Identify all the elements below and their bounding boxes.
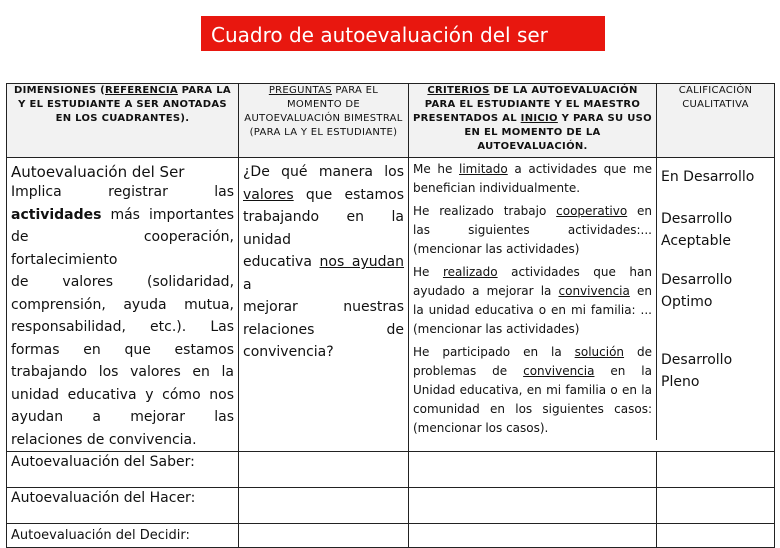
decidir-label: Autoevaluación del Decidir: [7,524,239,548]
saber-criteria[interactable] [409,452,657,488]
criteria-row [409,341,774,440]
question-cell [239,158,409,452]
criteria-text: He participado en la solución de problemas de convivencia en la Unidad educativa, en mi familia o en la comunidad en los siguientes casos: (mencionar los casos). [409,341,657,440]
saber-answer[interactable] [239,452,409,488]
self-evaluation-table [6,83,775,548]
ser-line: unidad educativa y cómo nos [11,386,235,403]
ser-row [7,158,775,452]
criteria-text: He realizado trabajo cooperativo en las siguientes actividades:... (mencionar las actividades) [409,200,657,261]
ser-line: Implica registrar las [11,184,235,200]
page-title: Cuadro de autoevaluación del ser [201,16,605,51]
decidir-criteria[interactable] [409,524,657,548]
question-text: ¿De qué manera los valores que estamos trabajando en la unidad educativa nos ayudan a mejorar nuestras relaciones de convivencia? [243,164,405,360]
header-dimensiones: DIMENSIONES (REFERENCIA PARA LA Y EL ESTUDIANTE A SER ANOTADAS EN LOS CUADRANTES). [7,84,239,158]
decidir-grade[interactable] [657,524,775,548]
criteria-list [409,158,774,440]
ser-line: comprensión, ayuda mutua, [11,296,234,313]
qualitative-grade: Desarrollo Optimo [661,272,733,310]
qualitative-grade: Desarrollo Aceptable [661,211,733,249]
criteria-row [409,261,774,341]
qualitative-grade: Desarrollo Pleno [661,352,733,390]
ser-line: trabajando los valores en la [11,364,234,380]
hacer-criteria[interactable] [409,488,657,524]
ser-line: responsabilidad, etc.). Las [11,319,234,335]
criteria-row [409,158,774,200]
ser-line: ayudan a mejorar las [11,409,235,425]
header-row [7,84,775,158]
hacer-grade[interactable] [657,488,775,524]
saber-row [7,452,775,488]
saber-label: Autoevaluación del Saber: [7,452,239,488]
criteria-text: Me he limitado a actividades que me benefician individualmente. [409,158,657,200]
criteria-cell [409,158,775,452]
ser-line: formas en que estamos [11,341,235,358]
ser-cell [7,158,239,452]
ser-line: relaciones de convivencia. [11,431,197,448]
decidir-answer[interactable] [239,524,409,548]
hacer-label: Autoevaluación del Hacer: [7,488,239,524]
header-criterios: CRITERIOS DE LA AUTOEVALUACIÓN PARA EL ESTUDIANTE Y EL MAESTRO PRESENTADOS AL INICIO Y PARA SU USO EN EL MOMENTO DE LA AUTOEVALUACIÓN. [409,84,657,158]
ser-line: de valores (solidaridad, [11,274,235,290]
hacer-row [7,488,775,524]
saber-grade[interactable] [657,452,775,488]
ser-line: actividades más importantes [11,206,235,223]
criteria-text: He realizado actividades que han ayudado a mejorar la convivencia en la unidad educativa o en mi familia: ... (mencionar las actividades) [409,261,657,341]
ser-line: de cooperación, fortalecimiento [11,229,234,268]
header-preguntas: PREGUNTAS PARA EL MOMENTO DE AUTOEVALUACIÓN BIMESTRAL (PARA LA Y EL ESTUDIANTE) [239,84,409,158]
criteria-row [409,200,774,261]
ser-label: Autoevaluación del Ser [11,163,185,181]
qualitative-grade: En Desarrollo [661,169,755,185]
header-calificacion: CALIFICACIÓN CUALITATIVA [657,84,775,158]
hacer-answer[interactable] [239,488,409,524]
decidir-row [7,524,775,548]
ser-description [11,181,234,451]
